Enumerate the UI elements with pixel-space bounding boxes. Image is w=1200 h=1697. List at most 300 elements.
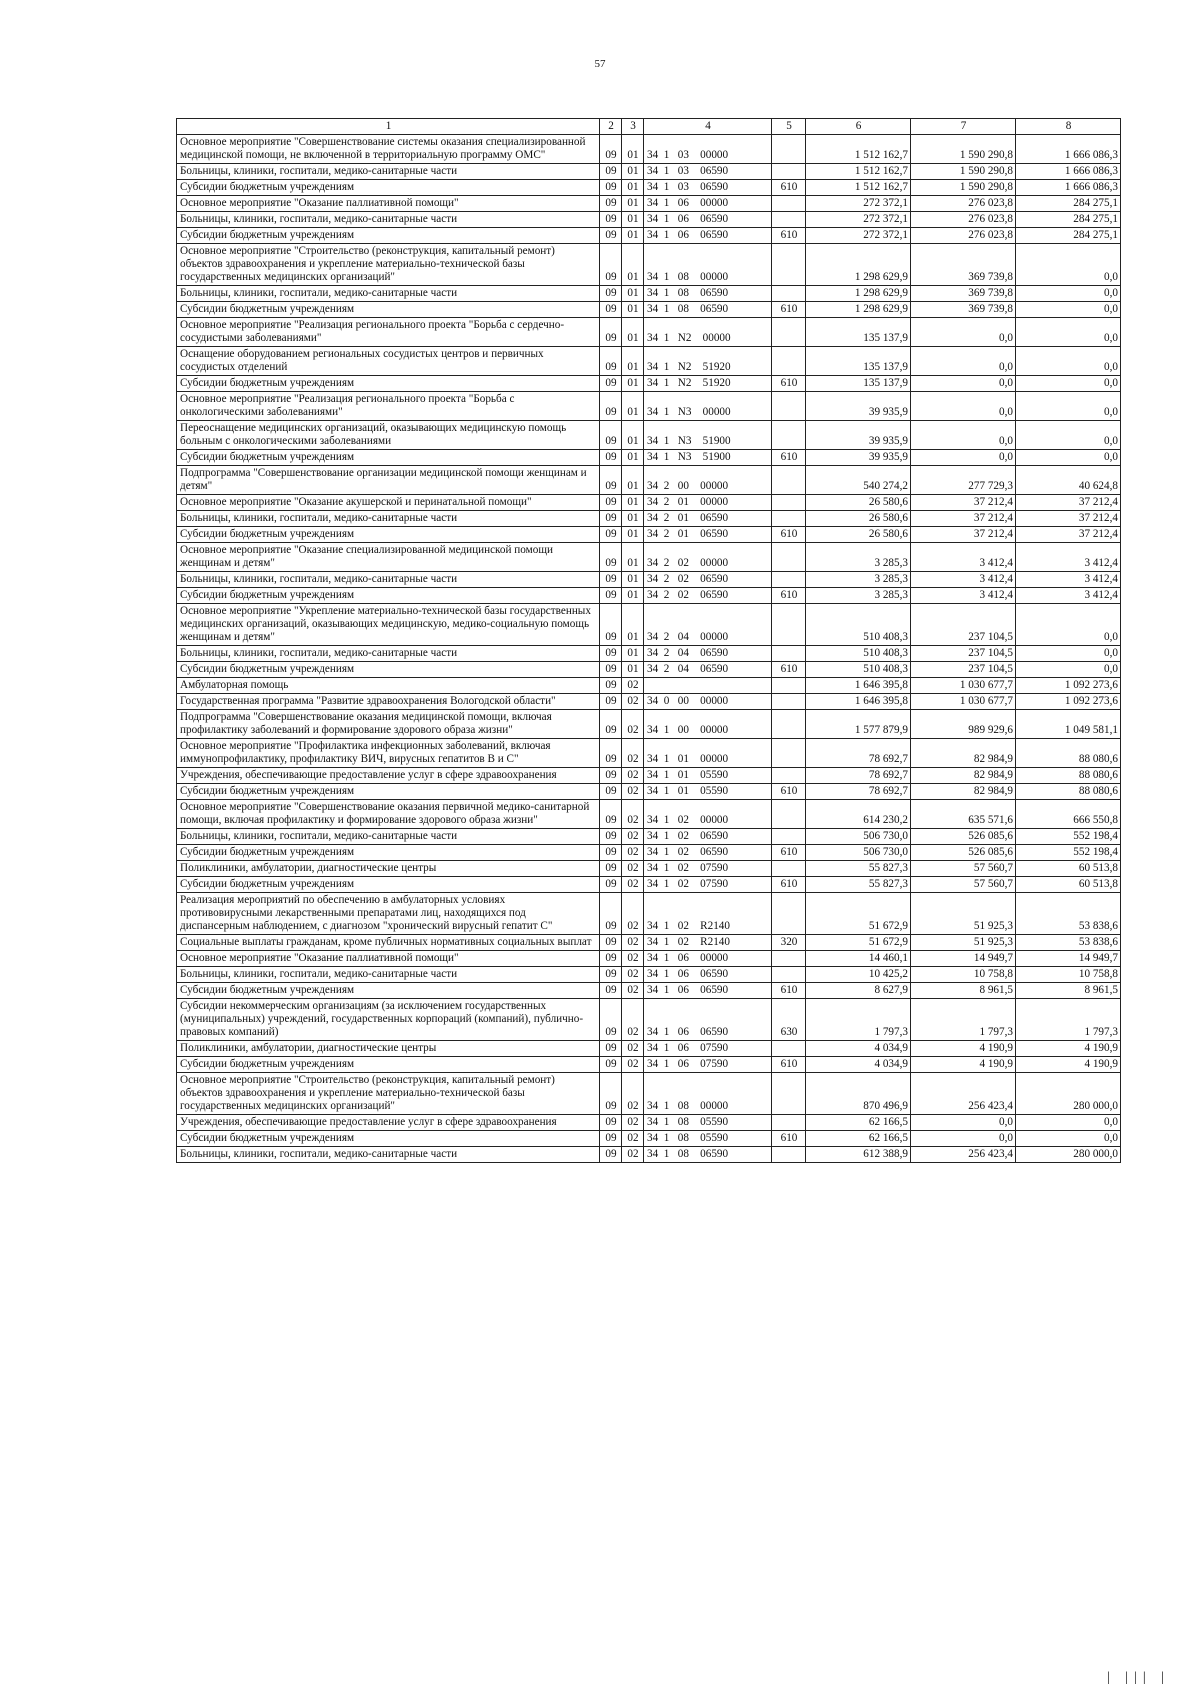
target-article-code: 34 1 06 07590	[644, 1041, 772, 1057]
amount-year-3: 88 080,6	[1016, 784, 1121, 800]
table-row	[177, 244, 1121, 286]
subsection-code: 01	[622, 228, 644, 244]
section-code: 09	[600, 543, 622, 572]
amount-year-3: 37 212,4	[1016, 527, 1121, 543]
amount-year-2: 57 560,7	[911, 877, 1016, 893]
row-name: Основное мероприятие "Реализация регионального проекта "Борьба с сердечно-сосудистыми заболеваниями"	[177, 318, 600, 347]
row-name: Субсидии бюджетным учреждениям	[177, 662, 600, 678]
section-code: 09	[600, 196, 622, 212]
section-code: 09	[600, 466, 622, 495]
row-name: Основное мероприятие "Укрепление материально-технической базы государственных медицинских организаций, оказывающих медицинскую, медико-социальную помощь женщинам и детям"	[177, 604, 600, 646]
amount-year-1: 51 672,9	[806, 935, 911, 951]
target-article-code: 34 1 01 00000	[644, 739, 772, 768]
expense-type-code: 610	[772, 588, 806, 604]
subsection-code: 02	[622, 739, 644, 768]
table-body	[177, 135, 1121, 1163]
amount-year-2: 1 030 677,7	[911, 694, 1016, 710]
section-code: 09	[600, 710, 622, 739]
amount-year-2: 0,0	[911, 421, 1016, 450]
amount-year-3: 37 212,4	[1016, 511, 1121, 527]
row-name: Субсидии бюджетным учреждениям	[177, 450, 600, 466]
amount-year-1: 510 408,3	[806, 604, 911, 646]
subsection-code: 02	[622, 1131, 644, 1147]
budget-table	[176, 118, 1121, 1163]
section-code: 09	[600, 495, 622, 511]
amount-year-3: 4 190,9	[1016, 1057, 1121, 1073]
amount-year-3: 53 838,6	[1016, 935, 1121, 951]
section-code: 09	[600, 784, 622, 800]
amount-year-3: 53 838,6	[1016, 893, 1121, 935]
subsection-code: 02	[622, 877, 644, 893]
subsection-code: 01	[622, 180, 644, 196]
subsection-code: 02	[622, 829, 644, 845]
amount-year-1: 39 935,9	[806, 392, 911, 421]
row-name: Подпрограмма "Совершенствование оказания медицинской помощи, включая профилактику заболеваний и формирование здорового образа жизни"	[177, 710, 600, 739]
section-code: 09	[600, 604, 622, 646]
section-code: 09	[600, 421, 622, 450]
target-article-code: 34 1 01 05590	[644, 768, 772, 784]
expense-type-code	[772, 1041, 806, 1057]
amount-year-3: 1 666 086,3	[1016, 180, 1121, 196]
table-row	[177, 421, 1121, 450]
amount-year-3: 0,0	[1016, 1115, 1121, 1131]
subsection-code: 02	[622, 710, 644, 739]
table-row	[177, 588, 1121, 604]
table-row	[177, 800, 1121, 829]
target-article-code: 34 1 06 07590	[644, 1057, 772, 1073]
table-row	[177, 662, 1121, 678]
table-row	[177, 983, 1121, 999]
amount-year-1: 62 166,5	[806, 1131, 911, 1147]
expense-type-code: 610	[772, 784, 806, 800]
row-name: Субсидии бюджетным учреждениям	[177, 983, 600, 999]
subsection-code: 01	[622, 392, 644, 421]
amount-year-2: 3 412,4	[911, 572, 1016, 588]
amount-year-2: 4 190,9	[911, 1057, 1016, 1073]
table-row	[177, 861, 1121, 877]
expense-type-code	[772, 604, 806, 646]
target-article-code: 34 2 04 06590	[644, 662, 772, 678]
header-row	[177, 119, 1121, 135]
amount-year-2: 4 190,9	[911, 1041, 1016, 1057]
amount-year-2: 37 212,4	[911, 495, 1016, 511]
target-article-code: 34 1 06 00000	[644, 196, 772, 212]
target-article-code: 34 1 N2 51920	[644, 376, 772, 392]
expense-type-code	[772, 951, 806, 967]
expense-type-code: 320	[772, 935, 806, 951]
subsection-code: 02	[622, 1115, 644, 1131]
amount-year-1: 272 372,1	[806, 196, 911, 212]
amount-year-3: 0,0	[1016, 1131, 1121, 1147]
subsection-code: 01	[622, 646, 644, 662]
section-code: 09	[600, 164, 622, 180]
section-code: 09	[600, 646, 622, 662]
amount-year-3: 0,0	[1016, 646, 1121, 662]
target-article-code: 34 1 01 05590	[644, 784, 772, 800]
target-article-code: 34 2 04 00000	[644, 604, 772, 646]
amount-year-2: 37 212,4	[911, 511, 1016, 527]
table-row	[177, 135, 1121, 164]
section-code: 09	[600, 967, 622, 983]
table-row	[177, 527, 1121, 543]
table-row	[177, 694, 1121, 710]
amount-year-1: 1 797,3	[806, 999, 911, 1041]
expense-type-code: 610	[772, 228, 806, 244]
expense-type-code: 610	[772, 1057, 806, 1073]
row-name: Поликлиники, амбулатории, диагностические центры	[177, 1041, 600, 1057]
expense-type-code	[772, 347, 806, 376]
amount-year-3: 284 275,1	[1016, 212, 1121, 228]
section-code: 09	[600, 347, 622, 376]
amount-year-2: 1 590 290,8	[911, 180, 1016, 196]
amount-year-1: 272 372,1	[806, 228, 911, 244]
amount-year-2: 0,0	[911, 392, 1016, 421]
target-article-code: 34 1 02 07590	[644, 877, 772, 893]
table-row	[177, 1115, 1121, 1131]
amount-year-1: 4 034,9	[806, 1057, 911, 1073]
expense-type-code	[772, 421, 806, 450]
expense-type-code	[772, 212, 806, 228]
subsection-code: 01	[622, 572, 644, 588]
subsection-code: 01	[622, 244, 644, 286]
amount-year-3: 0,0	[1016, 421, 1121, 450]
amount-year-1: 3 285,3	[806, 543, 911, 572]
amount-year-1: 62 166,5	[806, 1115, 911, 1131]
row-name: Больницы, клиники, госпитали, медико-санитарные части	[177, 286, 600, 302]
amount-year-2: 276 023,8	[911, 228, 1016, 244]
table-row	[177, 212, 1121, 228]
subsection-code: 01	[622, 376, 644, 392]
expense-type-code	[772, 1115, 806, 1131]
target-article-code: 34 1 08 06590	[644, 302, 772, 318]
amount-year-2: 57 560,7	[911, 861, 1016, 877]
amount-year-1: 55 827,3	[806, 861, 911, 877]
subsection-code: 02	[622, 893, 644, 935]
subsection-code: 02	[622, 935, 644, 951]
amount-year-3: 0,0	[1016, 302, 1121, 318]
row-name: Субсидии бюджетным учреждениям	[177, 376, 600, 392]
row-name: Субсидии бюджетным учреждениям	[177, 302, 600, 318]
amount-year-1: 10 425,2	[806, 967, 911, 983]
amount-year-1: 614 230,2	[806, 800, 911, 829]
amount-year-3: 3 412,4	[1016, 543, 1121, 572]
row-name: Больницы, клиники, госпитали, медико-санитарные части	[177, 572, 600, 588]
amount-year-3: 1 797,3	[1016, 999, 1121, 1041]
amount-year-2: 256 423,4	[911, 1147, 1016, 1163]
scan-marks: | ||| |	[1106, 1670, 1170, 1685]
section-code: 09	[600, 376, 622, 392]
subsection-code: 01	[622, 495, 644, 511]
target-article-code: 34 0 00 00000	[644, 694, 772, 710]
table-row	[177, 739, 1121, 768]
section-code: 09	[600, 450, 622, 466]
target-article-code: 34 1 02 R2140	[644, 893, 772, 935]
amount-year-1: 26 580,6	[806, 495, 911, 511]
amount-year-1: 1 646 395,8	[806, 694, 911, 710]
row-name: Основное мероприятие "Строительство (реконструкция, капитальный ремонт) объектов здравоохранения и укрепление материально-технической базы государственных медицинских организаций"	[177, 244, 600, 286]
row-name: Учреждения, обеспечивающие предоставление услуг в сфере здравоохранения	[177, 768, 600, 784]
table-row	[177, 604, 1121, 646]
subsection-code: 02	[622, 1041, 644, 1057]
column-header: 2	[600, 119, 622, 135]
row-name: Субсидии некоммерческим организациям (за исключением государственных (муниципальных) учреждений, государственных корпораций (компаний), публично-правовых компаний)	[177, 999, 600, 1041]
expense-type-code: 610	[772, 180, 806, 196]
amount-year-2: 0,0	[911, 376, 1016, 392]
section-code: 09	[600, 845, 622, 861]
expense-type-code	[772, 694, 806, 710]
table-row	[177, 646, 1121, 662]
amount-year-2: 276 023,8	[911, 196, 1016, 212]
section-code: 09	[600, 800, 622, 829]
row-name: Государственная программа "Развитие здравоохранения Вологодской области"	[177, 694, 600, 710]
amount-year-3: 0,0	[1016, 662, 1121, 678]
expense-type-code	[772, 244, 806, 286]
row-name: Оснащение оборудованием региональных сосудистых центров и первичных сосудистых отделений	[177, 347, 600, 376]
table-row	[177, 678, 1121, 694]
expense-type-code	[772, 893, 806, 935]
table-row	[177, 450, 1121, 466]
amount-year-3: 552 198,4	[1016, 845, 1121, 861]
target-article-code: 34 1 02 R2140	[644, 935, 772, 951]
row-name: Амбулаторная помощь	[177, 678, 600, 694]
amount-year-3: 8 961,5	[1016, 983, 1121, 999]
amount-year-2: 1 030 677,7	[911, 678, 1016, 694]
table-row	[177, 511, 1121, 527]
amount-year-3: 60 513,8	[1016, 877, 1121, 893]
amount-year-2: 37 212,4	[911, 527, 1016, 543]
amount-year-1: 78 692,7	[806, 739, 911, 768]
amount-year-1: 4 034,9	[806, 1041, 911, 1057]
row-name: Субсидии бюджетным учреждениям	[177, 527, 600, 543]
amount-year-2: 3 412,4	[911, 543, 1016, 572]
row-name: Переоснащение медицинских организаций, оказывающих медицинскую помощь больным с онкологическими заболеваниями	[177, 421, 600, 450]
amount-year-2: 82 984,9	[911, 739, 1016, 768]
section-code: 09	[600, 893, 622, 935]
target-article-code: 34 2 02 00000	[644, 543, 772, 572]
subsection-code: 02	[622, 784, 644, 800]
amount-year-1: 55 827,3	[806, 877, 911, 893]
subsection-code: 02	[622, 951, 644, 967]
expense-type-code	[772, 466, 806, 495]
subsection-code: 01	[622, 466, 644, 495]
amount-year-1: 78 692,7	[806, 768, 911, 784]
section-code: 09	[600, 739, 622, 768]
amount-year-3: 14 949,7	[1016, 951, 1121, 967]
expense-type-code: 610	[772, 1131, 806, 1147]
subsection-code: 01	[622, 286, 644, 302]
amount-year-2: 237 104,5	[911, 646, 1016, 662]
subsection-code: 02	[622, 1073, 644, 1115]
amount-year-1: 14 460,1	[806, 951, 911, 967]
amount-year-2: 51 925,3	[911, 935, 1016, 951]
table-row	[177, 999, 1121, 1041]
amount-year-1: 1 512 162,7	[806, 135, 911, 164]
amount-year-3: 37 212,4	[1016, 495, 1121, 511]
subsection-code: 01	[622, 135, 644, 164]
expense-type-code	[772, 511, 806, 527]
table-row	[177, 392, 1121, 421]
amount-year-2: 1 590 290,8	[911, 135, 1016, 164]
target-article-code: 34 1 00 00000	[644, 710, 772, 739]
table-row	[177, 466, 1121, 495]
target-article-code: 34 1 06 06590	[644, 228, 772, 244]
section-code: 09	[600, 983, 622, 999]
amount-year-3: 0,0	[1016, 244, 1121, 286]
target-article-code: 34 2 01 06590	[644, 527, 772, 543]
subsection-code: 01	[622, 450, 644, 466]
amount-year-2: 10 758,8	[911, 967, 1016, 983]
expense-type-code	[772, 135, 806, 164]
expense-type-code	[772, 392, 806, 421]
section-code: 09	[600, 572, 622, 588]
amount-year-3: 1 092 273,6	[1016, 678, 1121, 694]
amount-year-1: 39 935,9	[806, 421, 911, 450]
expense-type-code	[772, 768, 806, 784]
table-row	[177, 710, 1121, 739]
row-name: Больницы, клиники, госпитали, медико-санитарные части	[177, 829, 600, 845]
section-code: 09	[600, 935, 622, 951]
section-code: 09	[600, 392, 622, 421]
section-code: 09	[600, 1041, 622, 1057]
row-name: Подпрограмма "Совершенствование организации медицинской помощи женщинам и детям"	[177, 466, 600, 495]
target-article-code: 34 1 06 06590	[644, 212, 772, 228]
amount-year-1: 870 496,9	[806, 1073, 911, 1115]
column-header: 3	[622, 119, 644, 135]
column-header: 7	[911, 119, 1016, 135]
row-name: Субсидии бюджетным учреждениям	[177, 1057, 600, 1073]
amount-year-1: 540 274,2	[806, 466, 911, 495]
section-code: 09	[600, 1057, 622, 1073]
amount-year-2: 0,0	[911, 347, 1016, 376]
section-code: 09	[600, 1073, 622, 1115]
amount-year-2: 277 729,3	[911, 466, 1016, 495]
amount-year-2: 276 023,8	[911, 212, 1016, 228]
target-article-code: 34 1 08 00000	[644, 244, 772, 286]
subsection-code: 02	[622, 1147, 644, 1163]
amount-year-2: 51 925,3	[911, 893, 1016, 935]
amount-year-2: 369 739,8	[911, 244, 1016, 286]
table-row	[177, 1073, 1121, 1115]
target-article-code: 34 1 02 06590	[644, 845, 772, 861]
row-name: Основное мероприятие "Оказание паллиативной помощи"	[177, 196, 600, 212]
amount-year-1: 135 137,9	[806, 376, 911, 392]
expense-type-code: 610	[772, 983, 806, 999]
row-name: Субсидии бюджетным учреждениям	[177, 845, 600, 861]
expense-type-code: 630	[772, 999, 806, 1041]
expense-type-code: 610	[772, 877, 806, 893]
section-code: 09	[600, 1115, 622, 1131]
section-code: 09	[600, 829, 622, 845]
expense-type-code	[772, 678, 806, 694]
amount-year-3: 284 275,1	[1016, 228, 1121, 244]
expense-type-code: 610	[772, 450, 806, 466]
row-name: Больницы, клиники, госпитали, медико-санитарные части	[177, 1147, 600, 1163]
amount-year-2: 256 423,4	[911, 1073, 1016, 1115]
expense-type-code	[772, 829, 806, 845]
amount-year-1: 39 935,9	[806, 450, 911, 466]
section-code: 09	[600, 286, 622, 302]
amount-year-3: 0,0	[1016, 347, 1121, 376]
target-article-code: 34 1 N3 00000	[644, 392, 772, 421]
subsection-code: 02	[622, 768, 644, 784]
table-row	[177, 347, 1121, 376]
target-article-code: 34 1 N3 51900	[644, 450, 772, 466]
row-name: Субсидии бюджетным учреждениям	[177, 877, 600, 893]
amount-year-1: 135 137,9	[806, 318, 911, 347]
table-row	[177, 893, 1121, 935]
row-name: Субсидии бюджетным учреждениям	[177, 1131, 600, 1147]
amount-year-2: 1 590 290,8	[911, 164, 1016, 180]
table-row	[177, 164, 1121, 180]
amount-year-2: 237 104,5	[911, 604, 1016, 646]
section-code: 09	[600, 244, 622, 286]
table-row	[177, 286, 1121, 302]
subsection-code: 01	[622, 662, 644, 678]
target-article-code: 34 1 06 06590	[644, 983, 772, 999]
amount-year-1: 1 298 629,9	[806, 302, 911, 318]
target-article-code: 34 2 01 06590	[644, 511, 772, 527]
page-number: 57	[594, 58, 606, 70]
amount-year-1: 78 692,7	[806, 784, 911, 800]
amount-year-2: 237 104,5	[911, 662, 1016, 678]
section-code: 09	[600, 588, 622, 604]
subsection-code: 01	[622, 588, 644, 604]
table-row	[177, 302, 1121, 318]
amount-year-3: 0,0	[1016, 450, 1121, 466]
target-article-code: 34 2 01 00000	[644, 495, 772, 511]
section-code: 09	[600, 180, 622, 196]
amount-year-1: 3 285,3	[806, 572, 911, 588]
expense-type-code: 610	[772, 527, 806, 543]
amount-year-3: 284 275,1	[1016, 196, 1121, 212]
amount-year-2: 14 949,7	[911, 951, 1016, 967]
amount-year-2: 989 929,6	[911, 710, 1016, 739]
amount-year-3: 0,0	[1016, 318, 1121, 347]
subsection-code: 02	[622, 999, 644, 1041]
expense-type-code: 610	[772, 662, 806, 678]
table-row	[177, 877, 1121, 893]
amount-year-1: 51 672,9	[806, 893, 911, 935]
table-row	[177, 376, 1121, 392]
section-code: 09	[600, 1147, 622, 1163]
row-name: Учреждения, обеспечивающие предоставление услуг в сфере здравоохранения	[177, 1115, 600, 1131]
section-code: 09	[600, 999, 622, 1041]
expense-type-code	[772, 800, 806, 829]
column-header: 4	[644, 119, 772, 135]
table-row	[177, 196, 1121, 212]
amount-year-1: 1 646 395,8	[806, 678, 911, 694]
subsection-code: 02	[622, 845, 644, 861]
target-article-code: 34 2 00 00000	[644, 466, 772, 495]
expense-type-code: 610	[772, 845, 806, 861]
amount-year-3: 1 666 086,3	[1016, 164, 1121, 180]
subsection-code: 01	[622, 347, 644, 376]
amount-year-3: 1 092 273,6	[1016, 694, 1121, 710]
subsection-code: 02	[622, 678, 644, 694]
subsection-code: 02	[622, 983, 644, 999]
amount-year-3: 60 513,8	[1016, 861, 1121, 877]
subsection-code: 01	[622, 164, 644, 180]
table-row	[177, 768, 1121, 784]
row-name: Субсидии бюджетным учреждениям	[177, 228, 600, 244]
target-article-code: 34 2 02 06590	[644, 588, 772, 604]
amount-year-3: 88 080,6	[1016, 739, 1121, 768]
subsection-code: 01	[622, 604, 644, 646]
subsection-code: 01	[622, 212, 644, 228]
section-code: 09	[600, 527, 622, 543]
amount-year-1: 1 512 162,7	[806, 180, 911, 196]
table-row	[177, 1147, 1121, 1163]
